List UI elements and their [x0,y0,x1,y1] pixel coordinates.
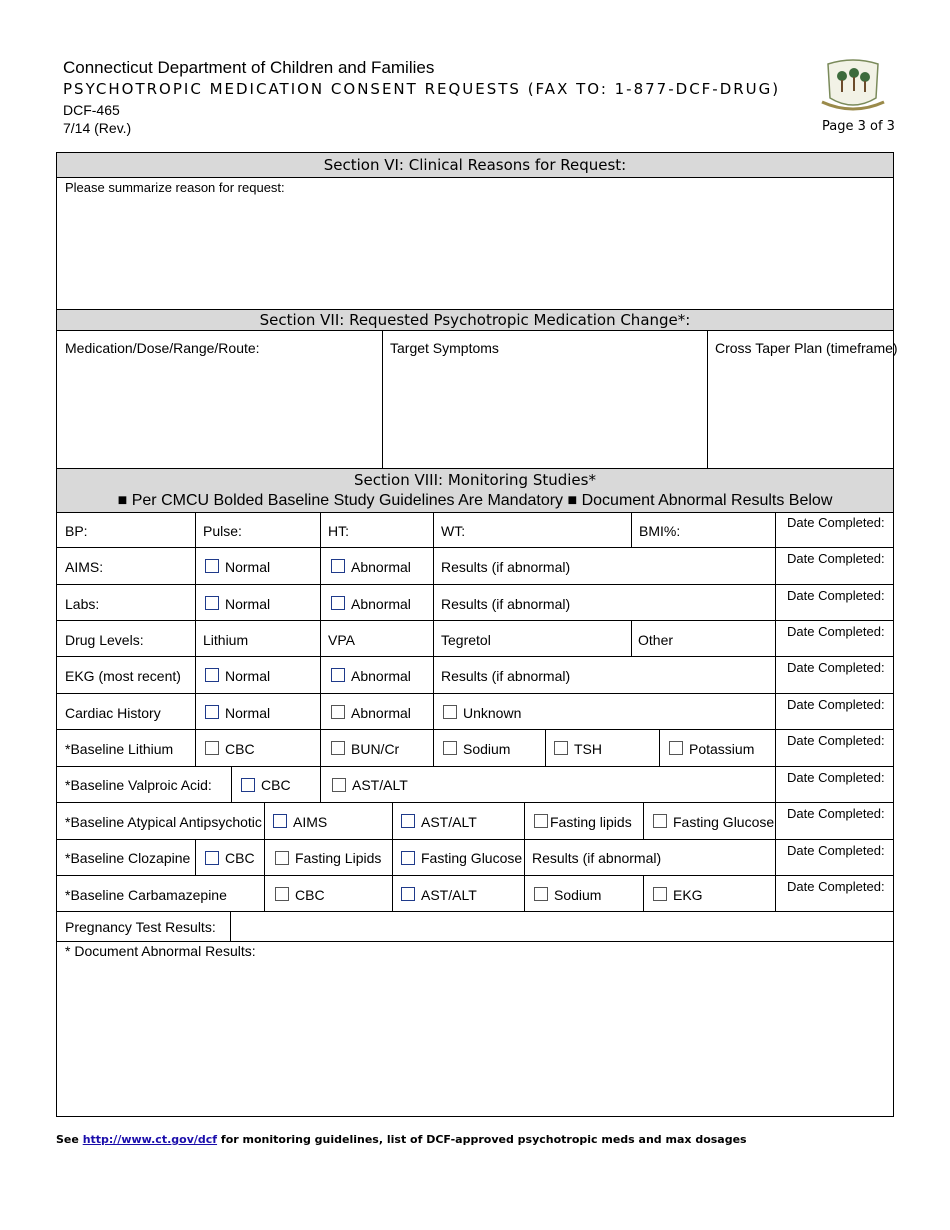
form-number: DCF-465 [63,102,120,118]
cross-taper-label: Cross Taper Plan (timeframe) [715,340,898,356]
atypical-glucose-checkbox[interactable] [653,814,667,828]
baseline-clozapine-label: *Baseline Clozapine [65,850,191,866]
date-completed-label: Date Completed: [787,770,885,785]
clozapine-results-label: Results (if abnormal) [532,850,662,866]
ekg-normal-checkbox[interactable] [205,668,219,682]
cardiac-abnormal-checkbox[interactable] [331,705,345,719]
carbamazepine-cbc-label: CBC [295,887,325,903]
cardiac-normal-checkbox[interactable] [205,705,219,719]
date-completed-label: Date Completed: [787,588,885,603]
cardiac-normal-label: Normal [225,705,271,721]
carbamazepine-ekg-checkbox[interactable] [653,887,667,901]
tegretol-level-label: Tegretol [441,632,491,648]
clozapine-glucose-checkbox[interactable] [401,851,415,865]
baseline-atypical-label: *Baseline Atypical Antipsychotic [65,814,262,830]
date-completed-label: Date Completed: [787,843,885,858]
date-completed-label: Date Completed: [787,551,885,566]
carbamazepine-sodium-checkbox[interactable] [534,887,548,901]
atypical-lipids-checkbox[interactable] [534,814,548,828]
valproic-ast-checkbox[interactable] [332,778,346,792]
consent-form [56,152,898,1117]
valproic-ast-label: AST/ALT [352,777,408,793]
pulse-label: Pulse: [203,523,242,539]
clozapine-lipids-label: Fasting Lipids [295,850,382,866]
wt-label: WT: [441,523,466,539]
section-7-header: Section VII: Requested Psychotropic Medication Change*: [57,310,893,331]
other-level-label: Other [638,632,674,648]
lithium-tsh-label: TSH [574,741,602,757]
lithium-level-label: Lithium [203,632,249,648]
medication-dose-field[interactable] [57,331,382,468]
form-title: PSYCHOTROPIC MEDICATION CONSENT REQUESTS (FAX TO: 1-877-DCF-DRUG) [63,80,781,98]
abnormal-results-label: * Document Abnormal Results: [65,943,256,959]
baseline-lithium-label: *Baseline Lithium [65,741,174,757]
date-completed-label: Date Completed: [787,733,885,748]
valproic-cbc-checkbox[interactable] [241,778,255,792]
medication-dose-label: Medication/Dose/Range/Route: [65,340,260,356]
aims-abnormal-label: Abnormal [351,559,411,575]
labs-abnormal-label: Abnormal [351,596,411,612]
clozapine-cbc-checkbox[interactable] [205,851,219,865]
carbamazepine-ast-label: AST/ALT [421,887,477,903]
lithium-sodium-label: Sodium [463,741,511,757]
lithium-cbc-label: CBC [225,741,255,757]
form-revision: 7/14 (Rev.) [63,120,132,136]
lithium-sodium-checkbox[interactable] [443,741,457,755]
dcf-link[interactable]: http://www.ct.gov/dcf [82,1133,218,1146]
cardiac-unknown-label: Unknown [463,705,522,721]
ekg-normal-label: Normal [225,668,271,684]
aims-normal-label: Normal [225,559,271,575]
ekg-abnormal-checkbox[interactable] [331,668,345,682]
date-completed-label: Date Completed: [787,806,885,821]
aims-results-label: Results (if abnormal) [441,559,571,575]
carbamazepine-ekg-label: EKG [673,887,703,903]
baseline-carbamazepine-label: *Baseline Carbamazepine [65,887,227,903]
section-8-header [57,469,893,513]
labs-label: Labs: [65,596,100,612]
ekg-abnormal-label: Abnormal [351,668,411,684]
date-completed-label: Date Completed: [787,697,885,712]
pregnancy-label: Pregnancy Test Results: [65,919,216,935]
org-name: Connecticut Department of Children and Families [63,58,435,77]
footer-suffix: for monitoring guidelines, list of DCF-approved psychotropic meds and max dosages [220,1133,747,1146]
ekg-results-label: Results (if abnormal) [441,668,571,684]
cardiac-unknown-checkbox[interactable] [443,705,457,719]
valproic-cbc-label: CBC [261,777,291,793]
footer-note [56,1133,747,1146]
aims-label: AIMS: [65,559,104,575]
target-symptoms-label: Target Symptoms [390,340,499,356]
bmi-label: BMI%: [639,523,681,539]
target-symptoms-field[interactable] [383,331,707,468]
lithium-cbc-checkbox[interactable] [205,741,219,755]
vpa-level-label: VPA [328,632,355,648]
labs-normal-checkbox[interactable] [205,596,219,610]
labs-normal-label: Normal [225,596,271,612]
date-completed-label: Date Completed: [787,879,885,894]
cross-taper-field[interactable] [708,331,893,468]
drug-levels-label: Drug Levels: [65,632,144,648]
lithium-bun-checkbox[interactable] [331,741,345,755]
cardiac-label: Cardiac History [65,705,161,721]
state-seal-icon [818,56,888,116]
section-8-subtitle: ■ Per CMCU Bolded Baseline Study Guidelines Are Mandatory ■ Document Abnormal Results Below [117,492,833,509]
lithium-potassium-checkbox[interactable] [669,741,683,755]
pregnancy-field[interactable] [231,912,893,941]
ekg-label: EKG (most recent) [65,668,181,684]
clozapine-glucose-label: Fasting Glucose [421,850,523,866]
atypical-ast-label: AST/ALT [421,814,477,830]
abnormal-results-field[interactable] [57,942,893,1116]
date-completed-label: Date Completed: [787,660,885,675]
atypical-aims-label: AIMS [293,814,328,830]
aims-normal-checkbox[interactable] [205,559,219,573]
date-completed-label: Date Completed: [787,624,885,639]
baseline-valproic-label: *Baseline Valproic Acid: [65,777,212,793]
atypical-lipids-label: Fasting lipids [550,814,632,830]
ht-label: HT: [328,523,349,539]
page-number: Page 3 of 3 [822,119,895,134]
section-6-header: Section VI: Clinical Reasons for Request: [57,153,893,178]
reason-textarea[interactable] [57,178,893,308]
atypical-glucose-label: Fasting Glucose [673,814,775,830]
lithium-potassium-label: Potassium [689,741,755,757]
aims-abnormal-checkbox[interactable] [331,559,345,573]
atypical-aims-checkbox[interactable] [273,814,287,828]
date-completed-label: Date Completed: [787,515,885,530]
lithium-tsh-checkbox[interactable] [554,741,568,755]
section-8-title: Section VIII: Monitoring Studies* [354,471,596,489]
reason-label: Please summarize reason for request: [65,180,285,195]
clozapine-cbc-label: CBC [225,850,255,866]
carbamazepine-sodium-label: Sodium [554,887,602,903]
clozapine-lipids-checkbox[interactable] [275,851,289,865]
lithium-bun-label: BUN/Cr [351,741,400,757]
labs-abnormal-checkbox[interactable] [331,596,345,610]
atypical-ast-checkbox[interactable] [401,814,415,828]
cardiac-abnormal-label: Abnormal [351,705,411,721]
bp-label: BP: [65,523,88,539]
carbamazepine-cbc-checkbox[interactable] [275,887,289,901]
labs-results-label: Results (if abnormal) [441,596,571,612]
footer-prefix: See [56,1133,79,1146]
carbamazepine-ast-checkbox[interactable] [401,887,415,901]
